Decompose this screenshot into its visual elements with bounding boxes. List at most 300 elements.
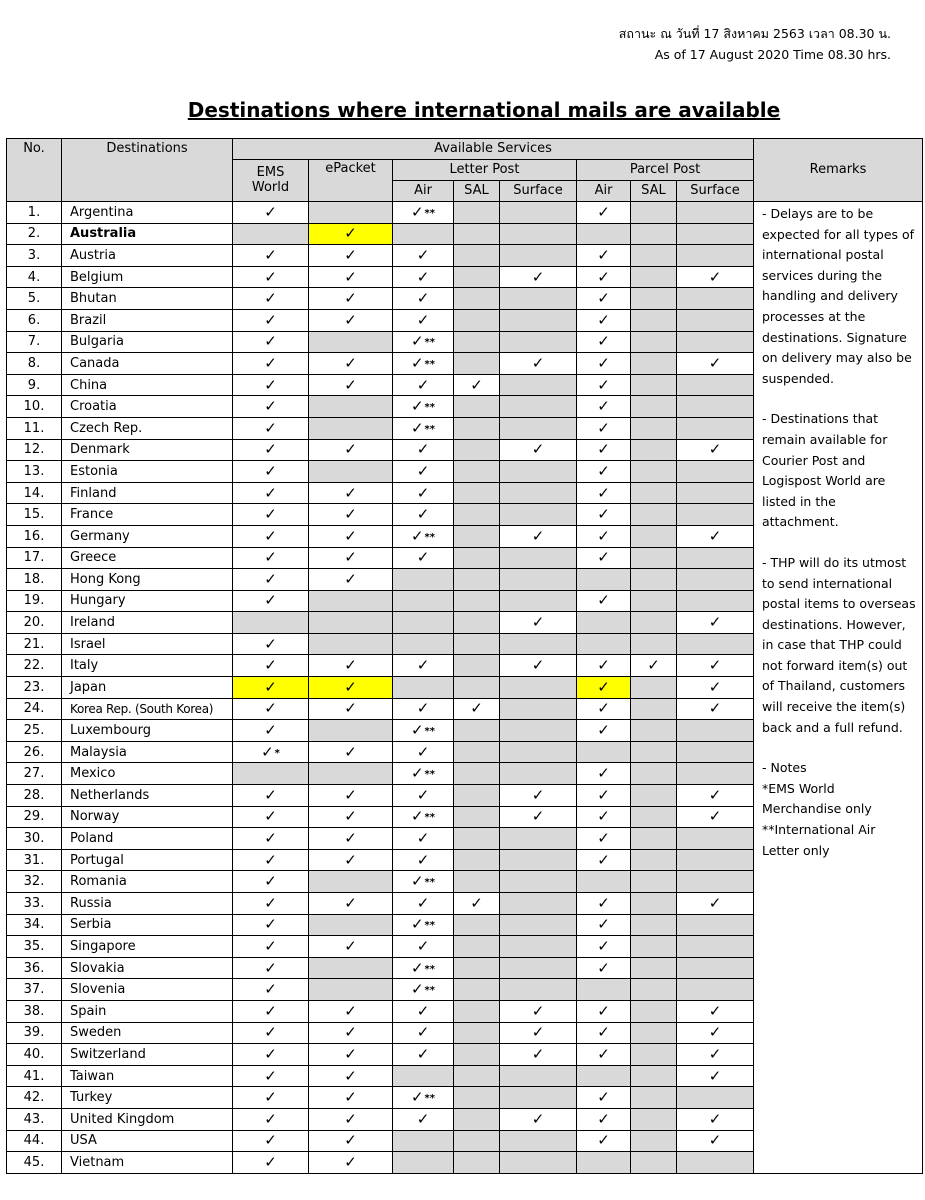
row-number: 2. [7, 223, 62, 245]
cell-parcel-air [577, 849, 631, 871]
cell-letter-air [393, 245, 454, 267]
check-icon: ✓ [597, 1109, 610, 1128]
cell-ems-world [233, 741, 309, 763]
check-icon: ✓ [416, 1109, 430, 1128]
cell-ems-world [233, 547, 309, 569]
check-icon: ✓ [410, 958, 424, 977]
cell-parcel-surface [677, 893, 754, 915]
cell-letter-sal [454, 374, 500, 396]
check-icon: ✓ [344, 1109, 357, 1128]
cell-letter-air [393, 525, 454, 547]
remark-paragraph: - Delays are to be expected for all types of international postal services during the handling and delivery processes at the destinations. Signature on delivery may also be suspended. [762, 206, 915, 386]
check-icon: ✓ [597, 310, 610, 329]
cell-parcel-air [577, 677, 631, 699]
destination-name: Sweden [62, 1022, 233, 1044]
note-star-air-letter: ** [424, 337, 436, 349]
cell-parcel-air [577, 914, 631, 936]
check-icon: ✓ [264, 267, 277, 286]
check-icon: ✓ [264, 418, 277, 437]
destination-name: Ireland [62, 612, 233, 634]
check-icon: ✓ [410, 397, 424, 416]
check-icon: ✓ [344, 505, 357, 524]
cell-parcel-sal [631, 806, 677, 828]
cell-parcel-surface [677, 1065, 754, 1087]
row-number: 20. [7, 612, 62, 634]
cell-letter-air [393, 698, 454, 720]
destination-name: Romania [62, 871, 233, 893]
cell-letter-surface [500, 547, 577, 569]
cell-letter-surface [500, 1087, 577, 1109]
cell-letter-surface [500, 331, 577, 353]
cell-parcel-surface [677, 677, 754, 699]
check-icon: ✓ [597, 375, 610, 394]
destination-name: Vietnam [62, 1152, 233, 1174]
check-icon: ✓ [416, 1001, 430, 1020]
cell-epacket [309, 785, 393, 807]
check-icon: ✓ [344, 936, 357, 955]
cell-epacket [309, 612, 393, 634]
cell-parcel-air [577, 698, 631, 720]
cell-letter-sal [454, 1087, 500, 1109]
cell-letter-sal [454, 1130, 500, 1152]
check-icon: ✓ [416, 699, 430, 718]
row-number: 27. [7, 763, 62, 785]
check-icon: ✓ [344, 1088, 357, 1107]
cell-letter-air [393, 1108, 454, 1130]
check-icon: ✓ [597, 461, 610, 480]
row-number: 25. [7, 720, 62, 742]
cell-letter-air [393, 1152, 454, 1174]
cell-letter-air [393, 806, 454, 828]
check-icon: ✓ [597, 245, 610, 264]
cell-ems-world [233, 1087, 309, 1109]
cell-epacket [309, 936, 393, 958]
check-icon: ✓ [344, 440, 357, 459]
cell-letter-surface [500, 1130, 577, 1152]
check-icon: ✓ [264, 569, 277, 588]
cell-ems-world [233, 353, 309, 375]
remark-paragraph: - Notes *EMS World Merchandise only **International Air Letter only [762, 760, 876, 858]
destination-name: Hong Kong [62, 569, 233, 591]
check-icon: ✓ [344, 850, 357, 869]
check-icon: ✓ [344, 224, 357, 243]
cell-letter-air [393, 936, 454, 958]
row-number: 28. [7, 785, 62, 807]
check-icon: ✓ [647, 656, 660, 675]
cell-ems-world [233, 612, 309, 634]
check-icon: ✓ [264, 591, 277, 610]
cell-ems-world [233, 979, 309, 1001]
cell-epacket [309, 439, 393, 461]
cell-parcel-surface [677, 461, 754, 483]
check-icon: ✓ [416, 742, 430, 761]
cell-letter-air [393, 741, 454, 763]
cell-letter-sal [454, 741, 500, 763]
check-icon: ✓ [416, 893, 430, 912]
cell-letter-surface [500, 202, 577, 224]
check-icon: ✓ [344, 353, 357, 372]
cell-letter-sal [454, 482, 500, 504]
check-icon: ✓ [708, 267, 722, 286]
header-letter-post: Letter Post [393, 160, 577, 181]
remarks-panel [754, 202, 923, 1174]
cell-letter-air [393, 871, 454, 893]
cell-letter-air [393, 957, 454, 979]
cell-letter-sal [454, 202, 500, 224]
cell-letter-air [393, 353, 454, 375]
check-icon: ✓ [264, 461, 277, 480]
row-number: 45. [7, 1152, 62, 1174]
cell-parcel-surface [677, 1000, 754, 1022]
cell-parcel-surface [677, 504, 754, 526]
destination-name: Australia [62, 223, 233, 245]
cell-parcel-sal [631, 590, 677, 612]
cell-letter-air [393, 677, 454, 699]
cell-letter-sal [454, 893, 500, 915]
cell-letter-surface [500, 223, 577, 245]
check-icon: ✓ [344, 742, 357, 761]
check-icon: ✓ [264, 807, 277, 826]
cell-ems-world [233, 482, 309, 504]
cell-letter-sal [454, 1022, 500, 1044]
cell-letter-air [393, 396, 454, 418]
row-number: 6. [7, 309, 62, 331]
check-icon: ✓ [708, 699, 722, 718]
check-icon: ✓ [708, 677, 722, 696]
cell-ems-world [233, 417, 309, 439]
cell-parcel-sal [631, 439, 677, 461]
cell-parcel-air [577, 936, 631, 958]
cell-parcel-surface [677, 569, 754, 591]
row-number: 24. [7, 698, 62, 720]
check-icon: ✓ [264, 1023, 277, 1042]
destination-name: Hungary [62, 590, 233, 612]
check-icon: ✓ [597, 699, 610, 718]
check-icon: ✓ [264, 202, 277, 221]
destination-name: Turkey [62, 1087, 233, 1109]
cell-epacket [309, 828, 393, 850]
cell-letter-surface [500, 309, 577, 331]
cell-parcel-air [577, 353, 631, 375]
cell-epacket [309, 504, 393, 526]
destination-name: Bhutan [62, 288, 233, 310]
cell-ems-world [233, 936, 309, 958]
cell-parcel-air [577, 655, 631, 677]
cell-parcel-surface [677, 245, 754, 267]
check-icon: ✓ [708, 1109, 722, 1128]
cell-epacket [309, 957, 393, 979]
check-icon: ✓ [708, 785, 722, 804]
cell-parcel-surface [677, 266, 754, 288]
check-icon: ✓ [597, 526, 610, 545]
check-icon: ✓ [597, 289, 610, 308]
check-icon: ✓ [470, 699, 483, 718]
cell-parcel-air [577, 374, 631, 396]
cell-parcel-surface [677, 1152, 754, 1174]
cell-letter-sal [454, 1044, 500, 1066]
cell-letter-sal [454, 828, 500, 850]
cell-letter-surface [500, 957, 577, 979]
cell-letter-sal [454, 914, 500, 936]
cell-parcel-surface [677, 223, 754, 245]
cell-parcel-surface [677, 396, 754, 418]
cell-letter-sal [454, 1152, 500, 1174]
check-icon: ✓ [344, 375, 357, 394]
check-icon: ✓ [470, 375, 483, 394]
cell-parcel-sal [631, 482, 677, 504]
check-icon: ✓ [597, 353, 610, 372]
row-number: 10. [7, 396, 62, 418]
cell-letter-air [393, 461, 454, 483]
cell-epacket [309, 245, 393, 267]
cell-parcel-air [577, 612, 631, 634]
cell-parcel-sal [631, 202, 677, 224]
status-date-english: As of 17 August 2020 Time 08.30 hrs. [654, 47, 891, 62]
check-icon: ✓ [344, 829, 357, 848]
row-number: 34. [7, 914, 62, 936]
row-number: 26. [7, 741, 62, 763]
destination-name: Bulgaria [62, 331, 233, 353]
check-icon: ✓ [416, 461, 430, 480]
check-icon: ✓ [597, 721, 610, 740]
cell-letter-surface [500, 785, 577, 807]
cell-ems-world [233, 957, 309, 979]
destination-name: Serbia [62, 914, 233, 936]
check-icon: ✓ [264, 980, 277, 999]
cell-letter-surface [500, 763, 577, 785]
check-icon: ✓ [708, 613, 722, 632]
header-epacket: ePacket [309, 160, 393, 202]
check-icon: ✓ [597, 1088, 610, 1107]
row-number: 12. [7, 439, 62, 461]
check-icon: ✓ [344, 310, 357, 329]
check-icon: ✓ [264, 721, 277, 740]
cell-letter-surface [500, 374, 577, 396]
cell-parcel-sal [631, 1022, 677, 1044]
cell-letter-surface [500, 720, 577, 742]
check-icon: ✓ [264, 958, 277, 977]
cell-parcel-sal [631, 633, 677, 655]
cell-parcel-sal [631, 1152, 677, 1174]
cell-letter-air [393, 590, 454, 612]
row-number: 15. [7, 504, 62, 526]
cell-parcel-surface [677, 871, 754, 893]
cell-epacket [309, 461, 393, 483]
check-icon: ✓ [264, 915, 277, 934]
cell-parcel-air [577, 1087, 631, 1109]
cell-epacket [309, 914, 393, 936]
cell-parcel-surface [677, 828, 754, 850]
destination-name: Brazil [62, 309, 233, 331]
row-number: 42. [7, 1087, 62, 1109]
cell-parcel-air [577, 785, 631, 807]
cell-epacket [309, 741, 393, 763]
check-icon: ✓ [531, 1109, 545, 1128]
cell-letter-sal [454, 525, 500, 547]
cell-epacket [309, 698, 393, 720]
check-icon: ✓ [416, 936, 430, 955]
check-icon: ✓ [344, 483, 357, 502]
cell-letter-surface [500, 655, 577, 677]
note-star-air-letter: ** [424, 402, 436, 414]
check-icon: ✓ [416, 829, 430, 848]
cell-parcel-air [577, 245, 631, 267]
check-icon: ✓ [344, 1152, 357, 1171]
cell-parcel-sal [631, 763, 677, 785]
row-number: 16. [7, 525, 62, 547]
cell-letter-surface [500, 288, 577, 310]
check-icon: ✓ [531, 1001, 545, 1020]
cell-letter-sal [454, 785, 500, 807]
cell-epacket [309, 655, 393, 677]
check-icon: ✓ [264, 505, 277, 524]
cell-letter-air [393, 1087, 454, 1109]
cell-letter-air [393, 482, 454, 504]
cell-letter-sal [454, 612, 500, 634]
cell-letter-surface [500, 849, 577, 871]
check-icon: ✓ [410, 1088, 424, 1107]
cell-parcel-sal [631, 309, 677, 331]
cell-ems-world [233, 1065, 309, 1087]
cell-letter-sal [454, 266, 500, 288]
cell-letter-surface [500, 828, 577, 850]
check-icon: ✓ [597, 548, 610, 567]
cell-ems-world [233, 569, 309, 591]
check-icon: ✓ [597, 202, 610, 221]
cell-letter-air [393, 288, 454, 310]
row-number: 44. [7, 1130, 62, 1152]
cell-letter-sal [454, 396, 500, 418]
cell-parcel-air [577, 979, 631, 1001]
cell-epacket [309, 763, 393, 785]
check-icon: ✓ [597, 656, 610, 675]
check-icon: ✓ [264, 1066, 277, 1085]
cell-letter-air [393, 849, 454, 871]
cell-letter-sal [454, 849, 500, 871]
check-icon: ✓ [531, 526, 545, 545]
cell-letter-air [393, 331, 454, 353]
cell-epacket [309, 979, 393, 1001]
check-icon: ✓ [261, 742, 274, 761]
check-icon: ✓ [264, 785, 277, 804]
cell-parcel-sal [631, 374, 677, 396]
check-icon: ✓ [344, 1001, 357, 1020]
cell-parcel-air [577, 1000, 631, 1022]
cell-letter-surface [500, 633, 577, 655]
cell-parcel-surface [677, 309, 754, 331]
cell-letter-sal [454, 655, 500, 677]
check-icon: ✓ [708, 440, 722, 459]
cell-parcel-air [577, 223, 631, 245]
check-icon: ✓ [597, 677, 610, 696]
check-icon: ✓ [708, 893, 722, 912]
check-icon: ✓ [410, 764, 424, 783]
cell-letter-air [393, 202, 454, 224]
destination-name: Israel [62, 633, 233, 655]
cell-parcel-surface [677, 525, 754, 547]
destination-name: Slovakia [62, 957, 233, 979]
cell-parcel-sal [631, 504, 677, 526]
cell-ems-world [233, 655, 309, 677]
cell-epacket [309, 720, 393, 742]
row-number: 33. [7, 893, 62, 915]
destinations-table-body [7, 202, 923, 1174]
destination-name: Spain [62, 1000, 233, 1022]
destination-name: Denmark [62, 439, 233, 461]
cell-letter-sal [454, 763, 500, 785]
cell-letter-air [393, 309, 454, 331]
check-icon: ✓ [416, 1044, 430, 1063]
cell-parcel-air [577, 331, 631, 353]
cell-epacket [309, 1108, 393, 1130]
cell-letter-air [393, 655, 454, 677]
row-number: 17. [7, 547, 62, 569]
check-icon: ✓ [597, 1131, 610, 1150]
cell-parcel-air [577, 482, 631, 504]
cell-ems-world [233, 590, 309, 612]
check-icon: ✓ [344, 569, 357, 588]
cell-parcel-surface [677, 763, 754, 785]
cell-epacket [309, 849, 393, 871]
check-icon: ✓ [264, 699, 277, 718]
cell-letter-sal [454, 698, 500, 720]
row-number: 35. [7, 936, 62, 958]
cell-parcel-surface [677, 1130, 754, 1152]
cell-letter-sal [454, 720, 500, 742]
check-icon: ✓ [264, 677, 277, 696]
cell-ems-world [233, 806, 309, 828]
check-icon: ✓ [410, 872, 424, 891]
row-number: 22. [7, 655, 62, 677]
table-row [7, 202, 923, 224]
cell-letter-surface [500, 245, 577, 267]
check-icon: ✓ [264, 936, 277, 955]
cell-letter-sal [454, 936, 500, 958]
cell-letter-surface [500, 979, 577, 1001]
cell-parcel-surface [677, 633, 754, 655]
destination-name: Czech Rep. [62, 417, 233, 439]
check-icon: ✓ [344, 1131, 357, 1150]
check-icon: ✓ [410, 980, 424, 999]
check-icon: ✓ [416, 375, 430, 394]
check-icon: ✓ [264, 440, 277, 459]
note-star-air-letter: ** [424, 769, 436, 781]
cell-letter-sal [454, 979, 500, 1001]
cell-parcel-air [577, 439, 631, 461]
cell-letter-air [393, 223, 454, 245]
check-icon: ✓ [597, 1001, 610, 1020]
cell-letter-surface [500, 461, 577, 483]
cell-epacket [309, 590, 393, 612]
cell-letter-air [393, 1130, 454, 1152]
note-star-air-letter: ** [424, 531, 436, 543]
check-icon: ✓ [264, 1109, 277, 1128]
cell-letter-sal [454, 331, 500, 353]
header-available-services: Available Services [233, 139, 754, 160]
cell-epacket [309, 417, 393, 439]
cell-epacket [309, 309, 393, 331]
check-icon: ✓ [531, 807, 545, 826]
note-star-air-letter: ** [424, 920, 436, 932]
cell-parcel-air [577, 806, 631, 828]
cell-ems-world [233, 1152, 309, 1174]
cell-ems-world [233, 1044, 309, 1066]
cell-letter-air [393, 914, 454, 936]
cell-ems-world [233, 849, 309, 871]
destination-name: USA [62, 1130, 233, 1152]
row-number: 31. [7, 849, 62, 871]
cell-parcel-sal [631, 893, 677, 915]
